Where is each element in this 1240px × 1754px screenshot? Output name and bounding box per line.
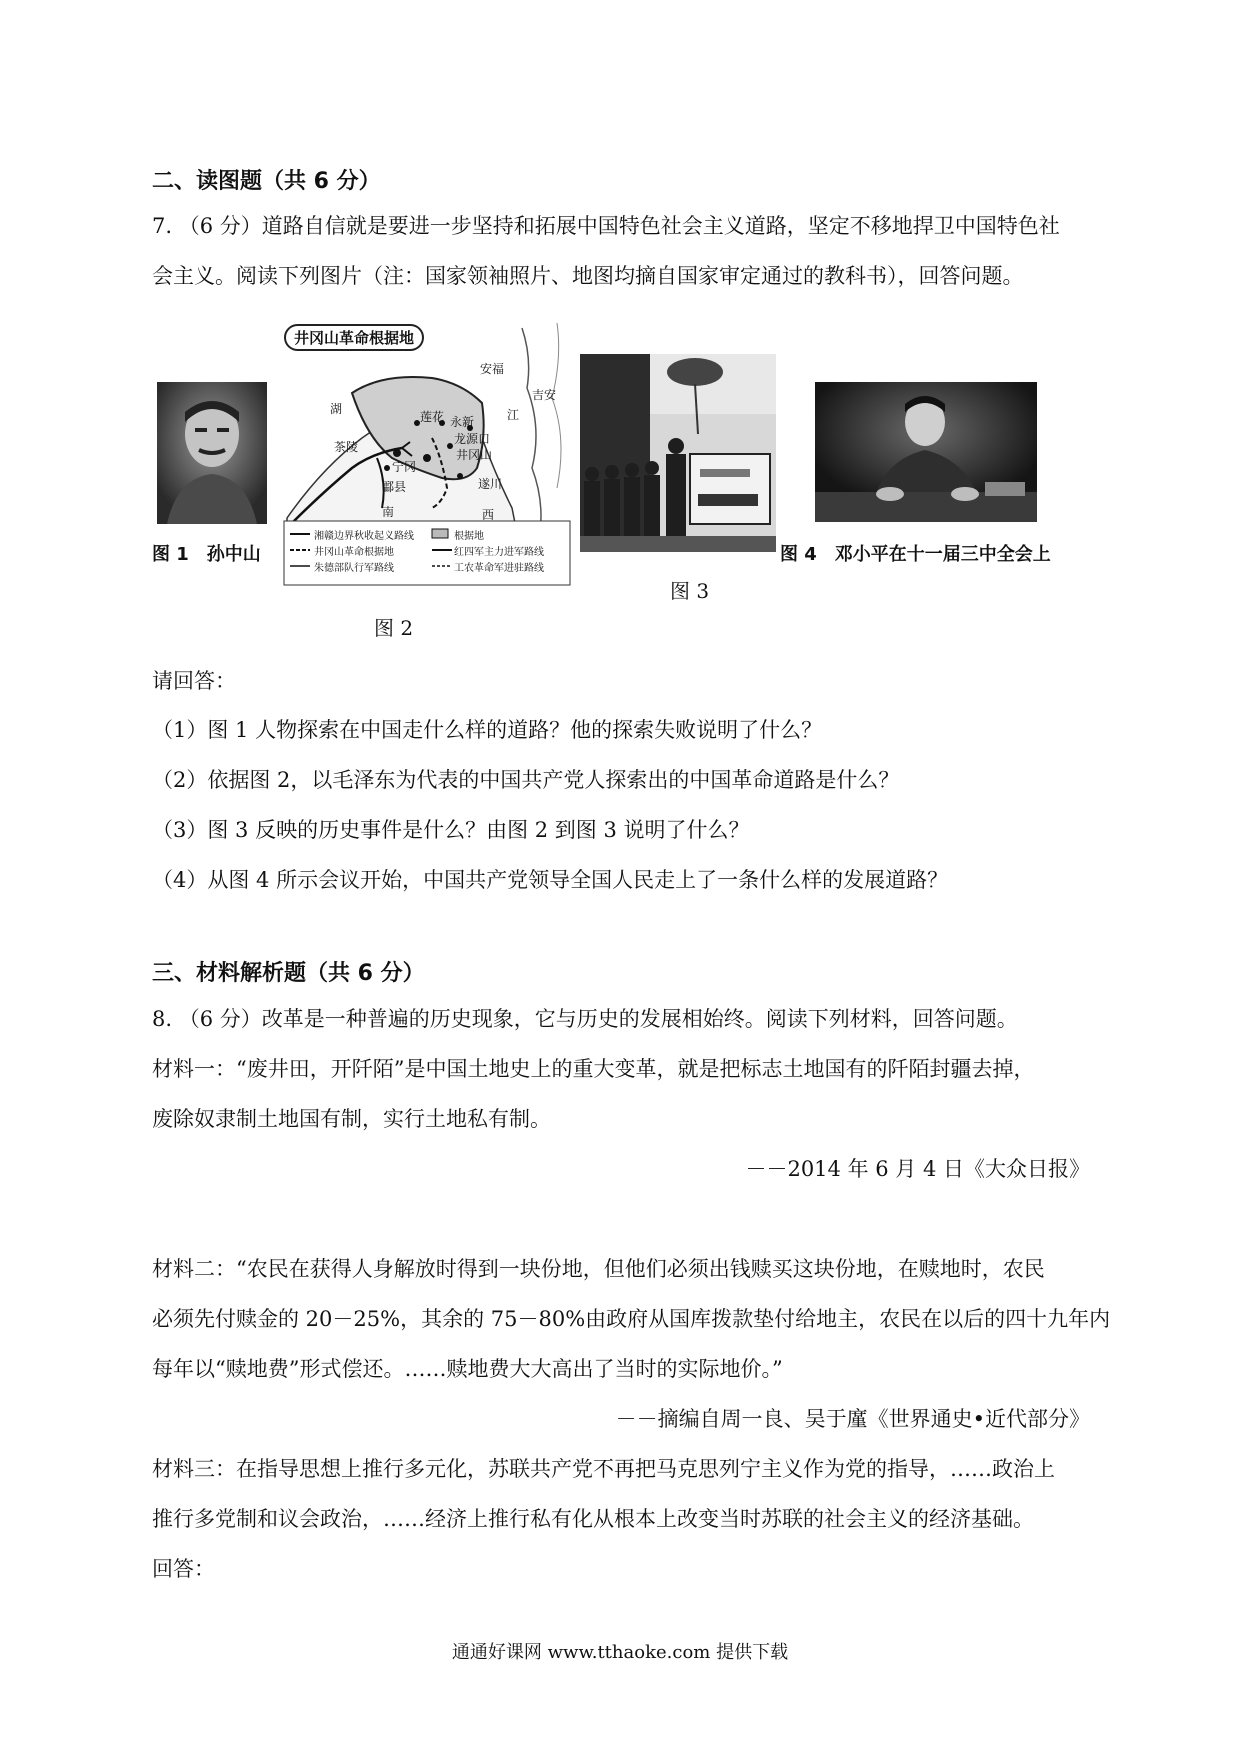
q7-sub-4: （4）从图 4 所示会议开始，中国共产党领导全国人民走上了一条什么样的发展道路？ xyxy=(152,868,949,892)
section-2-title: 二、读图题（共 6 分） xyxy=(152,169,381,194)
material-1-line-1: 材料一：“废井田，开阡陌”是中国土地史上的重大变革，就是把标志土地国有的阡陌封疆去掉， xyxy=(152,1057,1035,1081)
map-label-jinggangshan: 井冈山 xyxy=(456,448,493,462)
map-legend-4: 红四军主力进军路线 xyxy=(454,547,544,558)
material-1-source: －－2014 年 6 月 4 日《大众日报》 xyxy=(745,1157,1090,1181)
map-label-anfu: 安福 xyxy=(480,362,505,376)
map-legend-5: 根据地 xyxy=(454,531,484,542)
map-label-jian: 吉安 xyxy=(532,388,557,402)
map-label-chaling: 茶陵 xyxy=(334,440,359,454)
q8-intro: 8. （6 分）改革是一种普遍的历史现象，它与历史的发展相始终。阅读下列材料，回答问题。 xyxy=(152,1007,1018,1031)
material-1-line-2: 废除奴隶制土地国有制，实行土地私有制。 xyxy=(152,1107,551,1131)
map-label-ningang: 宁冈 xyxy=(392,460,417,474)
footer-text: 通通好课网 www.tthaoke.com 提供下载 xyxy=(451,1642,789,1663)
figure-3-caption: 图 3 xyxy=(670,579,710,603)
map-legend-2: 井冈山革命根据地 xyxy=(314,547,394,558)
figure-2-caption: 图 2 xyxy=(374,616,414,640)
figure-2-title: 井冈山革命根据地 xyxy=(284,324,424,351)
map-legend-3: 朱德部队行军路线 xyxy=(314,563,394,574)
map-label-longyuankou: 龙源口 xyxy=(454,432,491,446)
material-2-line-1: 材料二：“农民在获得人身解放时得到一块份地，但他们必须出钱赎买这块份地，在赎地时，农民 xyxy=(152,1257,1045,1281)
material-3-line-1: 材料三：在指导思想上推行多元化，苏联共产党不再把马克思列宁主义作为党的指导，……政治上 xyxy=(152,1457,1055,1481)
map-legend-6: 工农革命军进驻路线 xyxy=(454,563,544,574)
figure-2-map xyxy=(282,318,572,588)
map-label-jiang: 江 xyxy=(507,408,520,422)
figure-4-photo xyxy=(815,382,1037,522)
q7-prompt: 请回答： xyxy=(152,669,236,693)
map-label-hu: 湖 xyxy=(330,402,343,416)
map-label-xi: 西 xyxy=(482,508,495,522)
figure-4-caption: 图 4 邓小平在十一届三中全会上 xyxy=(780,544,1051,565)
material-3-line-2: 推行多党制和议会政治，……经济上推行私有化从根本上改变当时苏联的社会主义的经济基础。 xyxy=(152,1507,1034,1531)
q7-line-2: 会主义。阅读下列图片（注：国家领袖照片、地图均摘自国家审定通过的教科书），回答问题。 xyxy=(152,264,1024,288)
q7-sub-3: （3）图 3 反映的历史事件是什么？由图 2 到图 3 说明了什么？ xyxy=(152,818,750,842)
figure-1-caption: 图 1 孙中山 xyxy=(152,544,261,565)
answer-prompt: 回答： xyxy=(152,1557,215,1581)
material-2-source: －－摘编自周一良、吴于廑《世界通史•近代部分》 xyxy=(615,1407,1090,1431)
map-label-nan: 南 xyxy=(382,505,395,519)
q7-sub-1: （1）图 1 人物探索在中国走什么样的道路？他的探索失败说明了什么？ xyxy=(152,718,823,742)
figure-1-portrait xyxy=(157,382,267,524)
map-label-lingxian: 酃县 xyxy=(382,480,407,494)
q7-line-1: 7. （6 分）道路自信就是要进一步坚持和拓展中国特色社会主义道路，坚定不移地捍卫中国特色社 xyxy=(152,214,1060,238)
map-label-yongxin: 永新 xyxy=(450,415,475,429)
material-2-line-2: 必须先付赎金的 20－25%，其余的 75－80%由政府从国库拨款垫付给地主，农民在以后的四十九年内 xyxy=(152,1307,1111,1331)
section-3-title: 三、材料解析题（共 6 分） xyxy=(152,961,425,986)
map-legend-1: 湘赣边界秋收起义路线 xyxy=(314,531,414,542)
figure-3-photo xyxy=(580,354,776,552)
map-label-suichuan: 遂川 xyxy=(478,477,503,491)
q7-sub-2: （2）依据图 2，以毛泽东为代表的中国共产党人探索出的中国革命道路是什么？ xyxy=(152,768,900,792)
map-label-lianhua: 莲花 xyxy=(420,410,445,424)
material-2-line-3: 每年以“赎地费”形式偿还。……赎地费大大高出了当时的实际地价。” xyxy=(152,1357,783,1381)
